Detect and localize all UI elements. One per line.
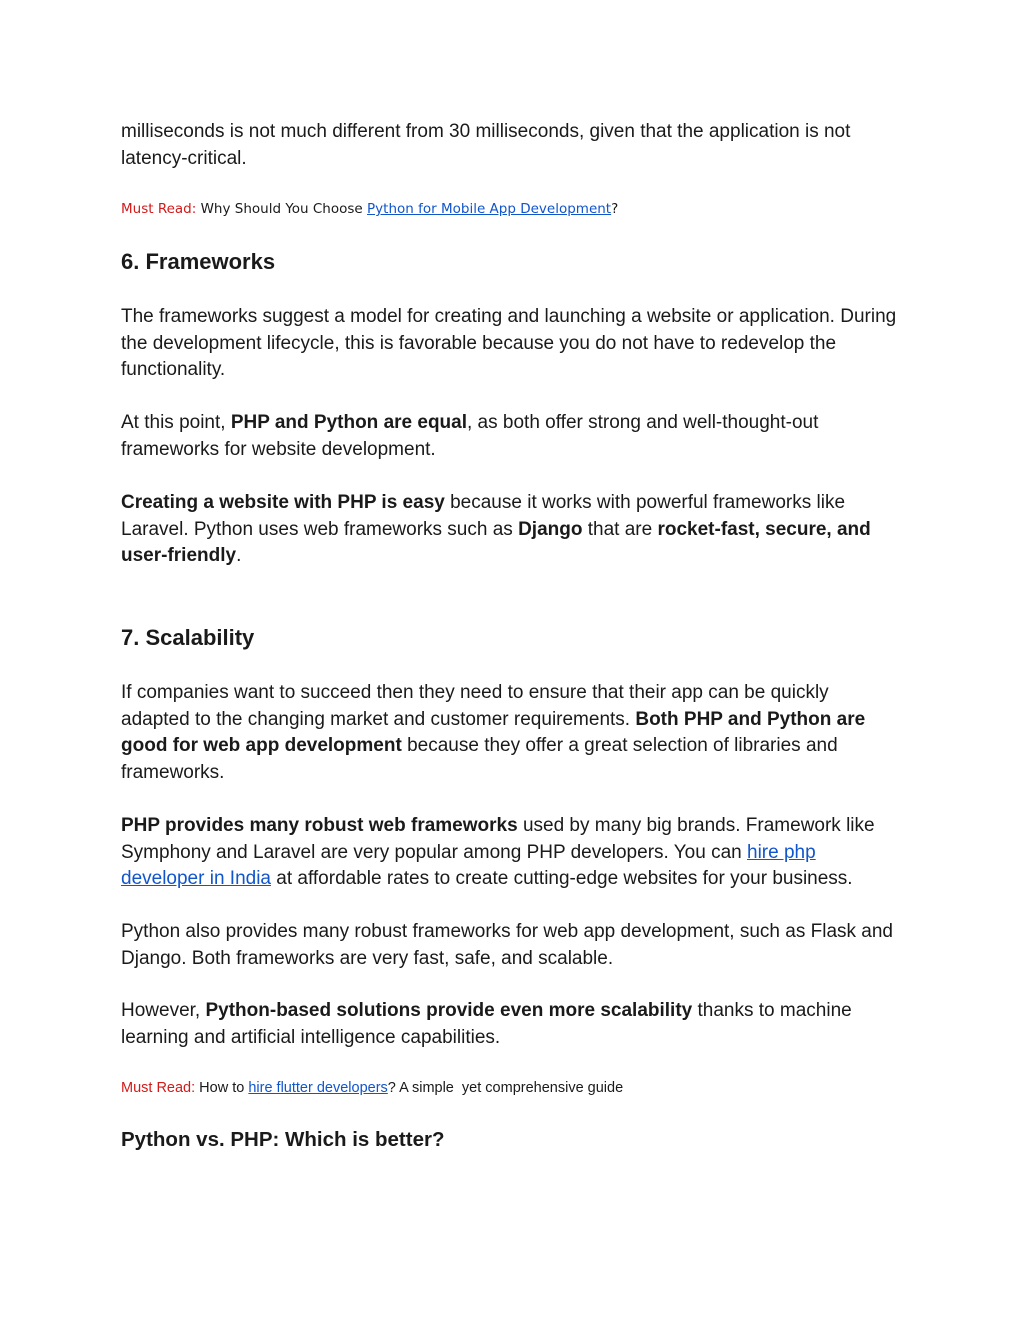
hire-flutter-developers-link[interactable]: hire flutter developers: [248, 1080, 388, 1096]
paragraph-scalability-python: Python also provides many robust frameworks for web app development, such as Flask and Django. Both frameworks are very fast, safe, and scalable.: [121, 921, 893, 969]
must-read-label: Must Read:: [121, 201, 197, 217]
paragraph-frameworks-model: The frameworks suggest a model for creating and launching a website or application. During the development lifecycle, this is favorable because you do not have to redevelop the functionality.: [121, 306, 897, 380]
paragraph-frameworks-php-python: Creating a website with PHP is easy because it works with powerful frameworks like Laravel. Python uses web frameworks such as Django that are rocket-fast, secure, and user-friendly.: [121, 492, 871, 566]
paragraph-scalability-market: If companies want to succeed then they need to ensure that their app can be quickly adapted to the changing market and customer requirements. Both PHP and Python are good for web app development because they offer a great selection of libraries and frameworks.: [121, 682, 866, 783]
paragraph-scalability-php: PHP provides many robust web frameworks used by many big brands. Framework like Symphony and Laravel are very popular among PHP developers. You can hire php developer in India at affordable rates to create cutting-edge websites for your business.: [121, 815, 875, 889]
hire-php-developer-link[interactable]: hire php developer in India: [121, 841, 816, 889]
paragraph-frameworks-equal: At this point, PHP and Python are equal, as both offer strong and well-thought-out frameworks for website development.: [121, 412, 819, 460]
heading-scalability: 7. Scalability: [121, 625, 255, 650]
paragraph-scalability-ai: However, Python-based solutions provide even more scalability thanks to machine learning and artificial intelligence capabilities.: [121, 1000, 852, 1048]
must-read-note-2: Must Read: How to hire flutter developers? A simple yet comprehensive guide: [121, 1080, 624, 1096]
heading-frameworks: 6. Frameworks: [121, 249, 276, 274]
python-mobile-app-link[interactable]: Python for Mobile App Development: [367, 201, 612, 217]
must-read-label: Must Read:: [121, 1080, 196, 1096]
heading-python-vs-php: Python vs. PHP: Which is better?: [121, 1128, 445, 1151]
paragraph-intro: milliseconds is not much different from 30 milliseconds, given that the application is not latency-critical.: [121, 121, 851, 169]
must-read-note-1: Must Read: Why Should You Choose Python for Mobile App Development?: [121, 201, 619, 217]
